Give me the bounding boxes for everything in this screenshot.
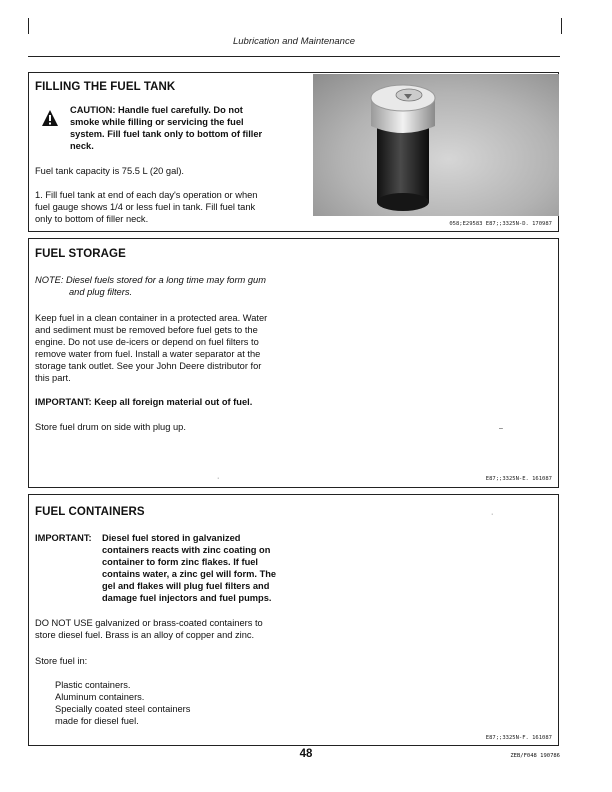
section-title: FILLING THE FUEL TANK — [35, 81, 176, 93]
caution-line: neck. — [70, 141, 94, 151]
note-line: and plug filters. — [69, 287, 133, 297]
running-header: Lubrication and Maintenance — [232, 36, 355, 47]
page-frame — [28, 18, 562, 34]
important-note: IMPORTANT: Keep all foreign material out of fuel. — [35, 397, 253, 407]
section-filling-fuel-tank — [28, 72, 559, 232]
important-line: containers reacts with zinc coating on — [102, 545, 271, 555]
section-title: FUEL STORAGE — [35, 248, 126, 260]
scan-mark: · — [217, 475, 220, 482]
drum-instruction: Store fuel drum on side with plug up. — [35, 422, 186, 432]
photo-reference-code: 058;E29583 E87;;3325N-D. 170987 — [449, 221, 552, 227]
reference-code: E87;;3325N-F. 161087 — [485, 735, 552, 741]
warning-line: DO NOT USE galvanized or brass-coated containers to — [35, 618, 263, 628]
list-item: Specially coated steel containers — [55, 704, 191, 714]
caution-line: smoke while filling or servicing the fuel — [70, 117, 244, 127]
important-line: contains water, a zinc gel will form. The — [102, 569, 277, 579]
body-line: Keep fuel in a clean container in a protected area. Water — [35, 313, 268, 323]
caution-line: CAUTION: Handle fuel carefully. Do not — [70, 105, 243, 115]
note-line: NOTE: Diesel fuels stored for a long time may form gum — [35, 275, 266, 285]
section-fuel-containers — [28, 494, 559, 746]
step-line: 1. Fill fuel tank at end of each day's operation or when — [35, 190, 258, 200]
header-rule — [28, 56, 560, 57]
important-line: damage fuel injectors and fuel pumps. — [102, 593, 272, 603]
important-line: Diesel fuel stored in galvanized — [102, 533, 241, 543]
section-title: FUEL CONTAINERS — [35, 506, 145, 518]
reference-code: E87;;3325N-E. 161087 — [485, 476, 552, 482]
body-line: storage tank outlet. See your John Deere distributor for — [35, 361, 262, 371]
body-line: this part. — [35, 373, 71, 383]
important-line: gel and flakes will plug fuel filters and — [102, 581, 270, 591]
caution-line: system. Fill fuel tank only to bottom of filler — [70, 129, 263, 139]
body-line: engine. Do not use de-icers or depend on fuel filters to — [35, 337, 259, 347]
tank-capacity: Fuel tank capacity is 75.5 L (20 gal). — [35, 166, 184, 176]
store-in-label: Store fuel in: — [35, 656, 88, 666]
warning-triangle-icon — [41, 109, 59, 127]
body-line: remove water from fuel. Install a water separator at the — [35, 349, 261, 359]
scan-mark: · — [491, 511, 494, 518]
step-line: fuel gauge shows 1/4 or less fuel in tank. Fill fuel tank — [35, 202, 256, 212]
scan-mark: ‒ — [499, 425, 503, 432]
page-number: 48 — [299, 748, 313, 760]
important-line: container to form zinc flakes. If fuel — [102, 557, 259, 567]
footer-code: ZEB/F048 190786 — [510, 753, 560, 759]
list-item: made for diesel fuel. — [55, 716, 139, 726]
important-label: IMPORTANT: — [35, 533, 92, 543]
body-line: and sediment must be removed before fuel gets to the — [35, 325, 258, 335]
warning-line: store diesel fuel. Brass is an alloy of copper and zinc. — [35, 630, 255, 640]
list-item: Aluminum containers. — [55, 692, 145, 702]
fuel-cap-photo — [313, 74, 559, 216]
list-item: Plastic containers. — [55, 680, 131, 690]
step-line: only to bottom of filler neck. — [35, 214, 149, 224]
section-fuel-storage — [28, 238, 559, 488]
